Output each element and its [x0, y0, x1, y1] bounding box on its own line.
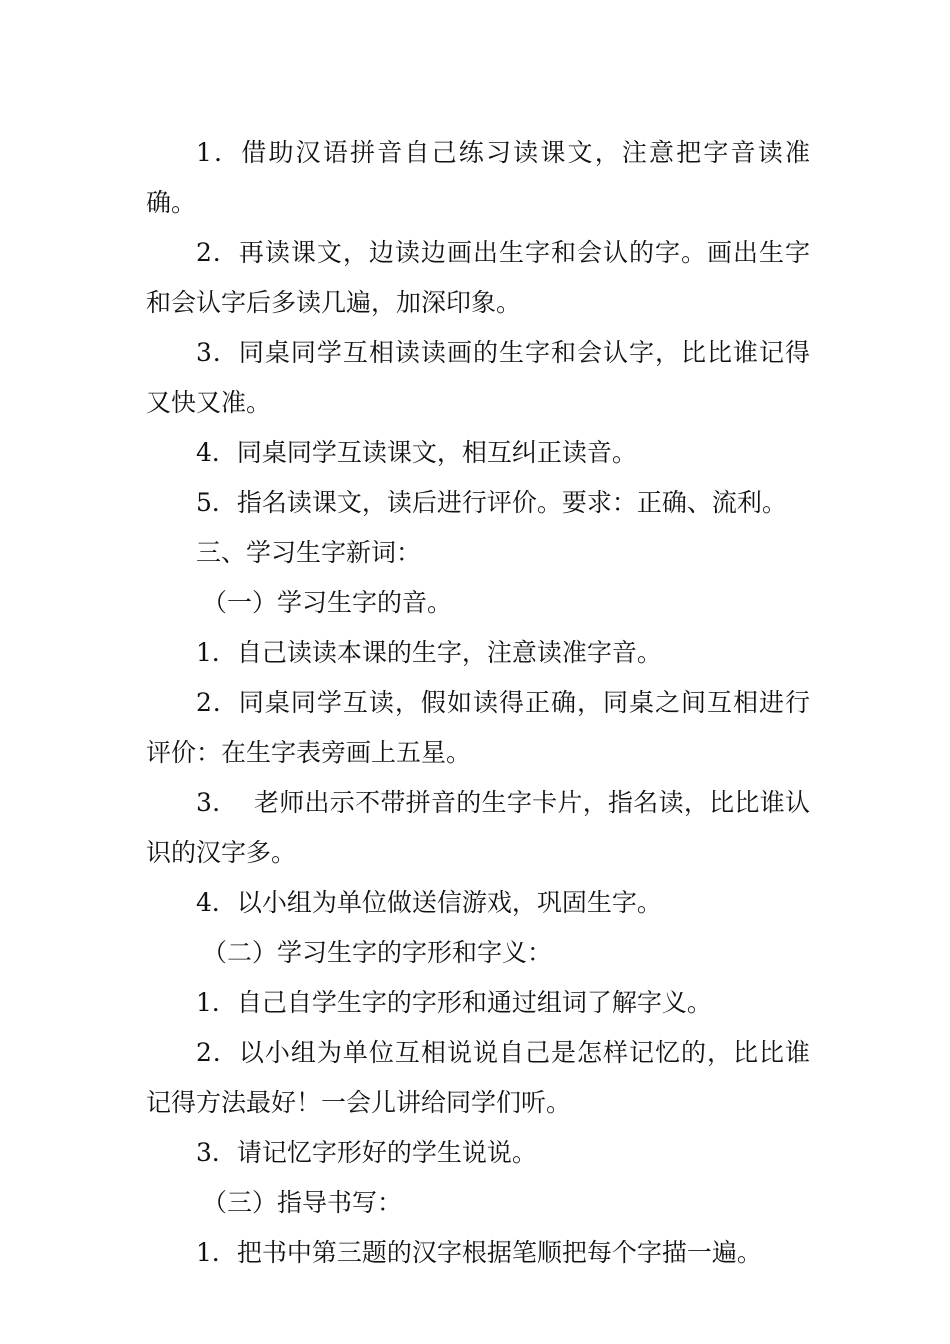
paragraph: 1．借助汉语拼音自己练习读课文，注意把字音读准确。 [146, 138, 810, 217]
paragraph: 4．以小组为单位做送信游戏，巩固生字。 [196, 888, 662, 917]
subsection-heading: （三）指导书写： [202, 1188, 403, 1217]
paragraph: 5．指名读课文，读后进行评价。要求：正确、流利。 [196, 488, 787, 517]
paragraph: 1．自己自学生字的字形和通过组词了解字义。 [196, 988, 712, 1017]
section-heading: 三、学习生字新词： [196, 538, 422, 567]
paragraph: 2．同桌同学互读，假如读得正确，同桌之间互相进行评价：在生字表旁画上五星。 [146, 688, 810, 767]
paragraph: 3． 老师出示不带拼音的生字卡片，指名读，比比谁认识的汉字多。 [146, 788, 810, 867]
paragraph: 2．以小组为单位互相说说自己是怎样记忆的，比比谁记得方法最好！一会儿讲给同学们听。 [146, 1038, 810, 1117]
subsection-heading: （一）学习生字的音。 [202, 588, 453, 617]
paragraph: 4．同桌同学互读课文，相互纠正读音。 [196, 438, 637, 467]
paragraph: 2．再读课文，边读边画出生字和会认的字。画出生字和会认字后多读几遍，加深印象。 [146, 238, 810, 317]
document-body [146, 128, 810, 1278]
paragraph: 1．自己读读本课的生字，注意读准字音。 [196, 638, 662, 667]
paragraph: 3．同桌同学互相读读画的生字和会认字，比比谁记得又快又准。 [146, 338, 810, 417]
paragraph: 3．请记忆字形好的学生说说。 [196, 1138, 537, 1167]
paragraph: 1．把书中第三题的汉字根据笔顺把每个字描一遍。 [196, 1238, 762, 1267]
subsection-heading: （二）学习生字的字形和字义： [202, 938, 553, 967]
